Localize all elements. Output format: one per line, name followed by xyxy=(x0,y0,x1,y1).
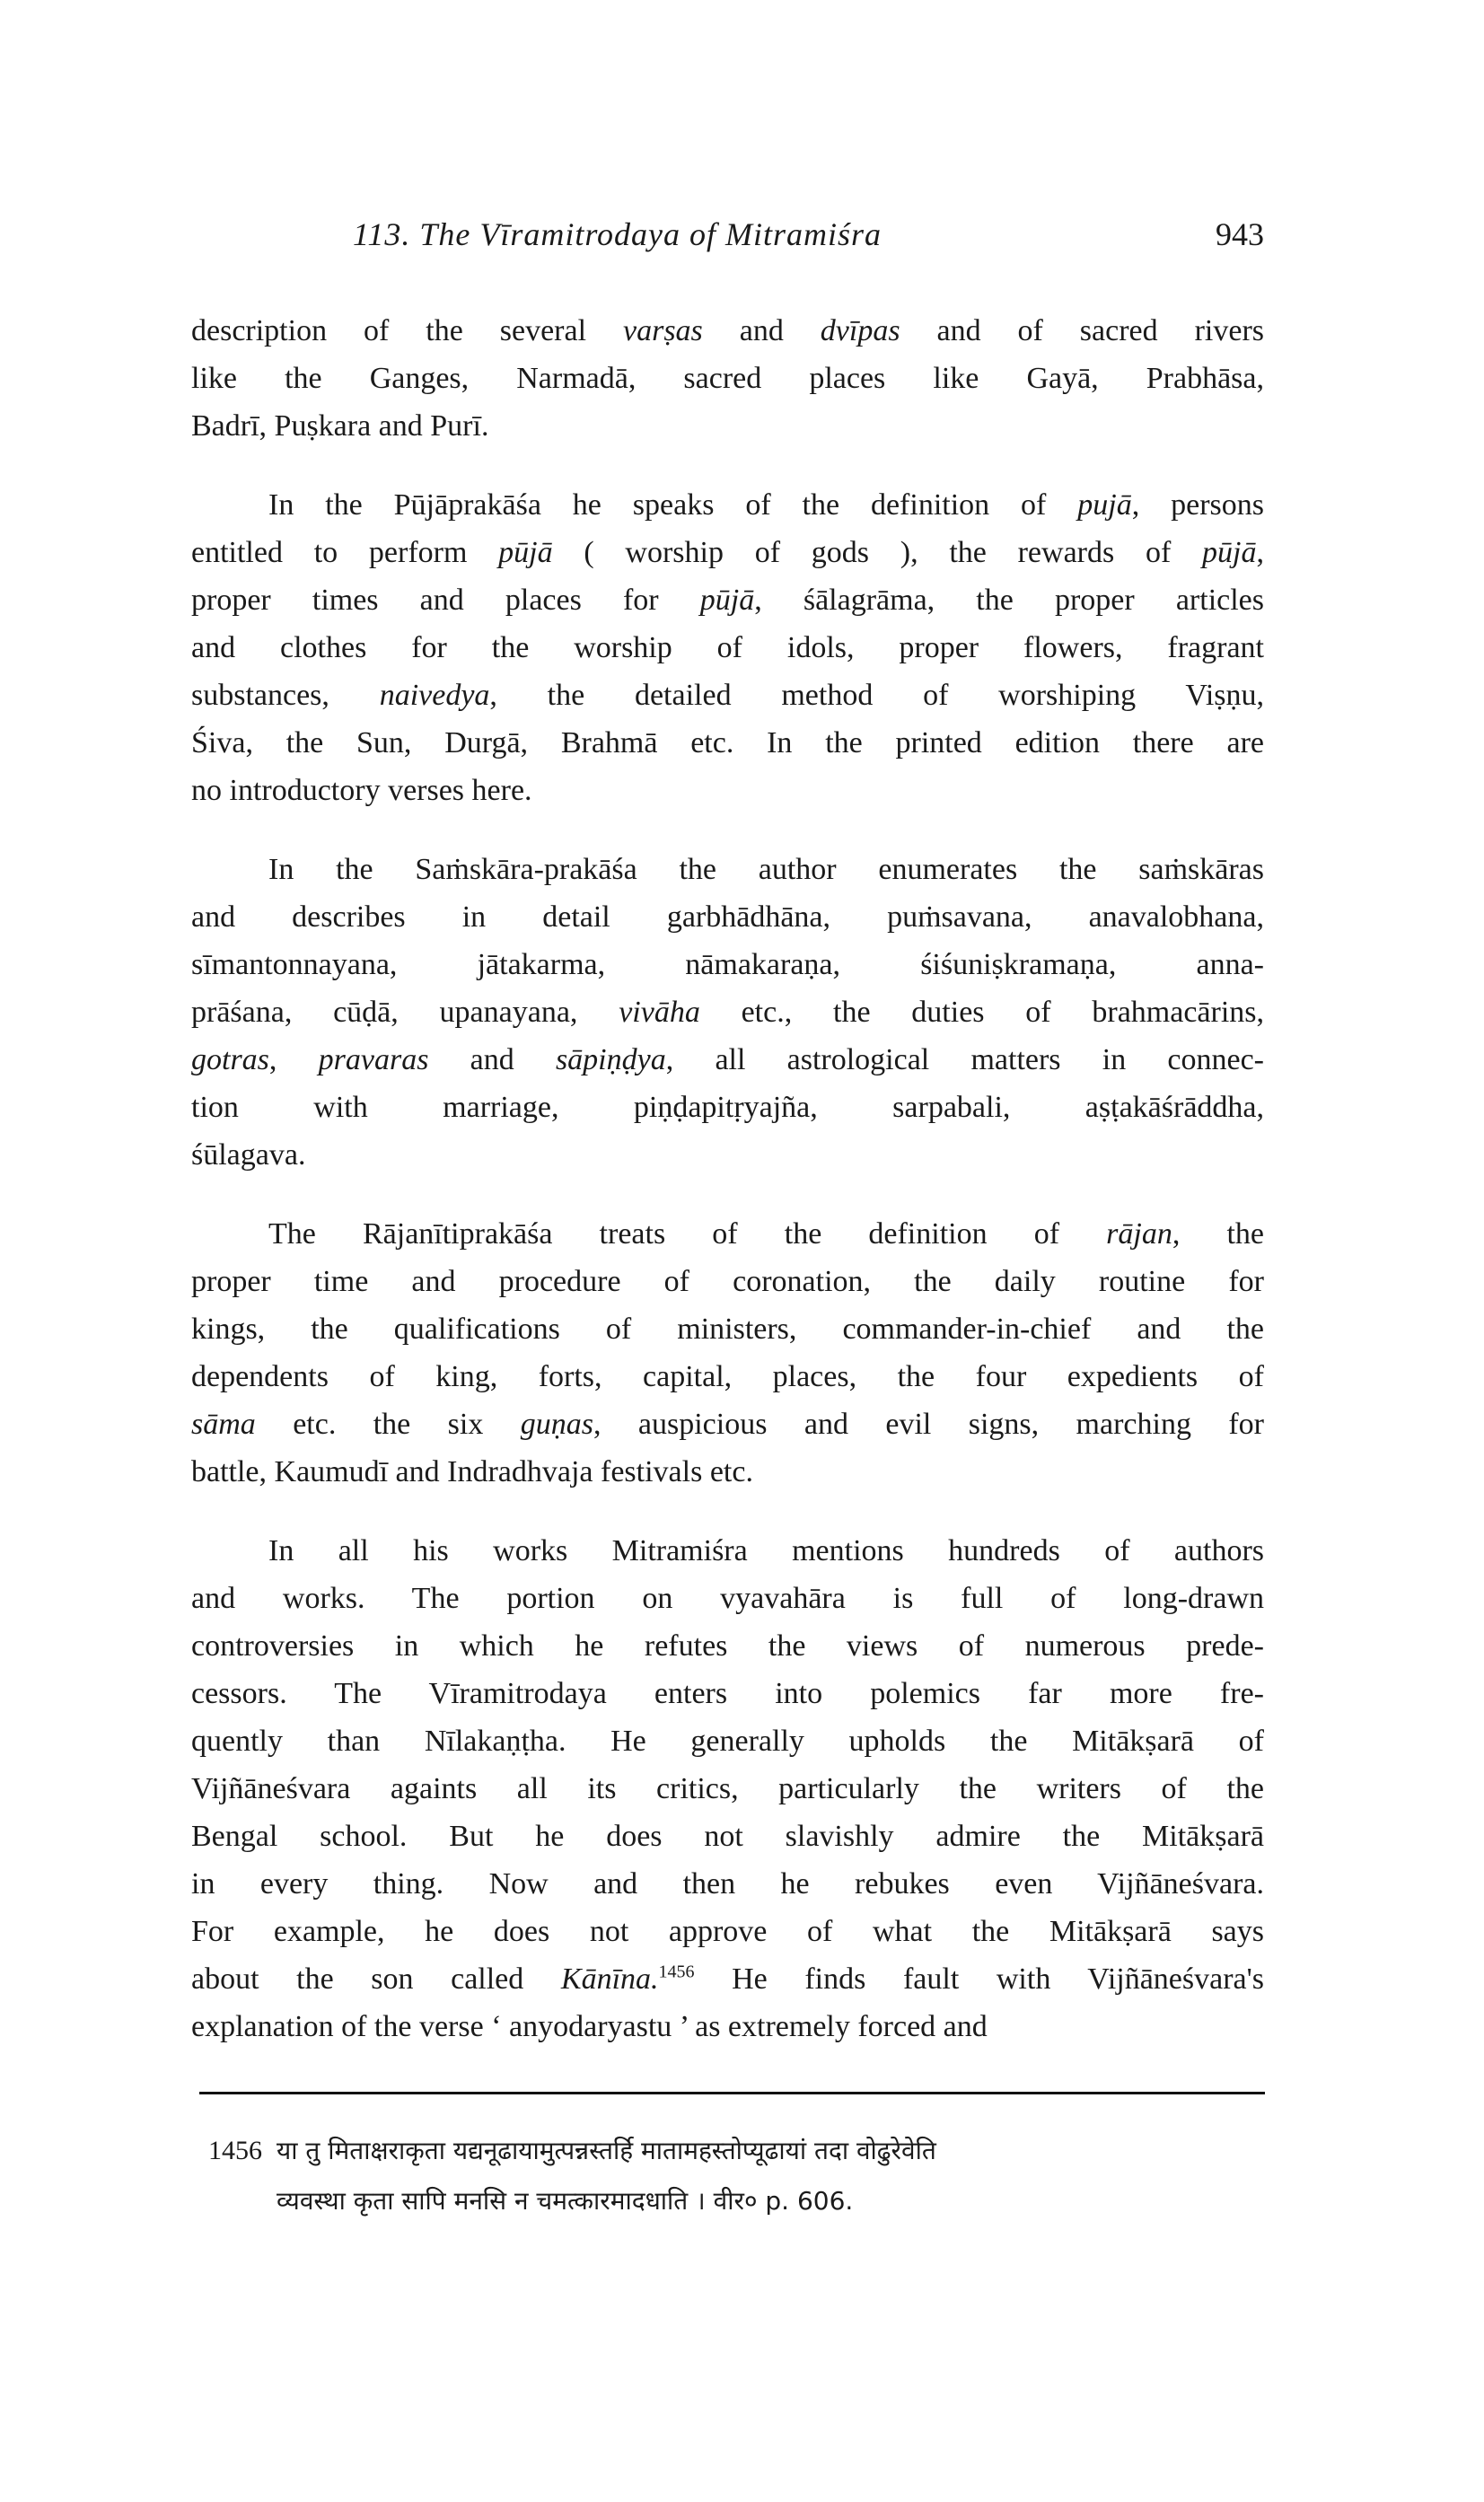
italic-term: varṣas xyxy=(623,314,703,347)
italic-term: pūjā xyxy=(699,584,755,617)
footnote-line xyxy=(208,2176,1263,2226)
italic-term: naivedya xyxy=(379,679,490,712)
page-header xyxy=(191,215,1264,260)
italic-term: gotras xyxy=(191,1043,269,1076)
italic-term: rājan xyxy=(1106,1217,1172,1251)
text-line: In the Pūjāprakāśa he speaks of the definition of pujā, persons xyxy=(268,488,1264,522)
paragraph xyxy=(191,307,1264,450)
text-line: gotras, pravaras and sāpiṇḍya, all astrological matters in connec- xyxy=(191,1043,1264,1076)
paragraph xyxy=(191,481,1264,814)
text-line: For example, he does not approve of what the Mitākṣarā says xyxy=(191,1915,1264,1948)
italic-term: dvīpas xyxy=(820,314,900,347)
text-line: proper time and procedure of coronation, the daily routine for xyxy=(191,1265,1264,1298)
italic-term: sāpiṇḍya xyxy=(555,1043,666,1076)
text-line: and clothes for the worship of idols, proper flowers, fragrant xyxy=(191,631,1264,664)
footnotes xyxy=(208,2126,1263,2226)
footnote-rule xyxy=(199,2092,1265,2094)
footnote-number: 1456 xyxy=(208,2136,262,2165)
text-line: quently than Nīlakaṇṭha. He generally upholds the Mitākṣarā of xyxy=(191,1725,1264,1758)
text-line: Bengal school. But he does not slavishly admire the Mitākṣarā xyxy=(191,1820,1264,1853)
text-line: In the Saṁskāra-prakāśa the author enumerates the saṁskāras xyxy=(268,853,1264,886)
italic-term: sāma xyxy=(191,1408,256,1441)
text-line: sāma etc. the six guṇas, auspicious and evil signs, marching for xyxy=(191,1408,1264,1441)
text-line: controversies in which he refutes the views of numerous prede- xyxy=(191,1629,1264,1663)
footnote-text: या तु मिताक्षराकृता यद्यनूढायामुत्पन्नस्तर्हि मातामहस्तोप्यूढायां तदा वोढुरेवेति xyxy=(277,2136,936,2165)
text-line: about the son called Kānīna.$^{1456}$ He finds fault with Vijñāneśvara's xyxy=(191,1962,1264,1996)
text-line: śūlagava. xyxy=(191,1138,306,1172)
text-line: The Rājanītiprakāśa treats of the definition of rājan, the xyxy=(268,1217,1264,1251)
text-line: like the Ganges, Narmadā, sacred places like Gayā, Prabhāsa, xyxy=(191,362,1264,395)
text-line: Badrī, Puṣkara and Purī. xyxy=(191,409,489,443)
footnote-reference[interactable]: 1456 xyxy=(658,1962,695,1982)
paragraph xyxy=(191,1210,1264,1496)
paragraph xyxy=(191,1527,1264,2050)
italic-term: pravaras xyxy=(318,1043,429,1076)
italic-term: pūjā xyxy=(1202,536,1257,569)
text-line: battle, Kaumudī and Indradhvaja festivals etc. xyxy=(191,1455,753,1488)
text-line: entitled to perform pūjā ( worship of gods ), the rewards of pūjā, xyxy=(191,536,1264,569)
italic-term: guṇas xyxy=(520,1408,593,1441)
italic-term: pūjā xyxy=(498,536,553,569)
paragraph xyxy=(191,846,1264,1179)
running-title: 113. The Vīramitrodaya of Mitramiśra xyxy=(353,216,882,252)
text-line: explanation of the verse ‘ anyodaryastu ’ as extremely forced and xyxy=(191,2010,988,2043)
footnote-text: व्यवस्था कृता सापि मनसि न चमत्कारमादधाति । वीर० p. 606. xyxy=(277,2186,854,2216)
italic-term: pujā xyxy=(1077,488,1132,522)
footnote-line xyxy=(208,2126,1263,2176)
body-text xyxy=(191,307,1264,2082)
text-line: proper times and places for pūjā, śālagrāma, the proper articles xyxy=(191,584,1265,617)
text-line: and describes in detail garbhādhāna, puṁsavana, anavalobhana, xyxy=(191,900,1264,934)
text-line: sīmantonnayana, jātakarma, nāmakaraṇa, śiśuniṣkramaṇa, anna- xyxy=(191,948,1264,981)
text-line: prāśana, cūḍā, upanayana, vivāha etc., the duties of brahmacārins, xyxy=(191,996,1264,1029)
text-line: description of the several varṣas and dvīpas and of sacred rivers xyxy=(191,314,1264,347)
page-number: 943 xyxy=(1216,216,1264,252)
text-line: dependents of king, forts, capital, places, the four expedients of xyxy=(191,1360,1264,1393)
text-line: in every thing. Now and then he rebukes even Vijñāneśvara. xyxy=(191,1867,1264,1901)
text-line: and works. The portion on vyavahāra is full of long-drawn xyxy=(191,1582,1264,1615)
text-line: no introductory verses here. xyxy=(191,774,532,807)
italic-term: Kānīna. xyxy=(560,1962,659,1996)
text-line: Vijñāneśvara againts all its critics, particularly the writers of the xyxy=(191,1772,1264,1805)
text-line: tion with marriage, piṇḍapitṛyajña, sarpabali, aṣṭakāśrāddha, xyxy=(191,1091,1264,1124)
text-line: cessors. The Vīramitrodaya enters into polemics far more fre- xyxy=(191,1677,1264,1710)
text-line: substances, naivedya, the detailed method of worshiping Viṣṇu, xyxy=(191,679,1265,712)
italic-term: vivāha xyxy=(619,996,700,1029)
text-line: Śiva, the Sun, Durgā, Brahmā etc. In the printed edition there are xyxy=(191,726,1264,759)
text-line: kings, the qualifications of ministers, commander-in-chief and the xyxy=(191,1312,1264,1346)
text-line: In all his works Mitramiśra mentions hundreds of authors xyxy=(268,1534,1264,1567)
